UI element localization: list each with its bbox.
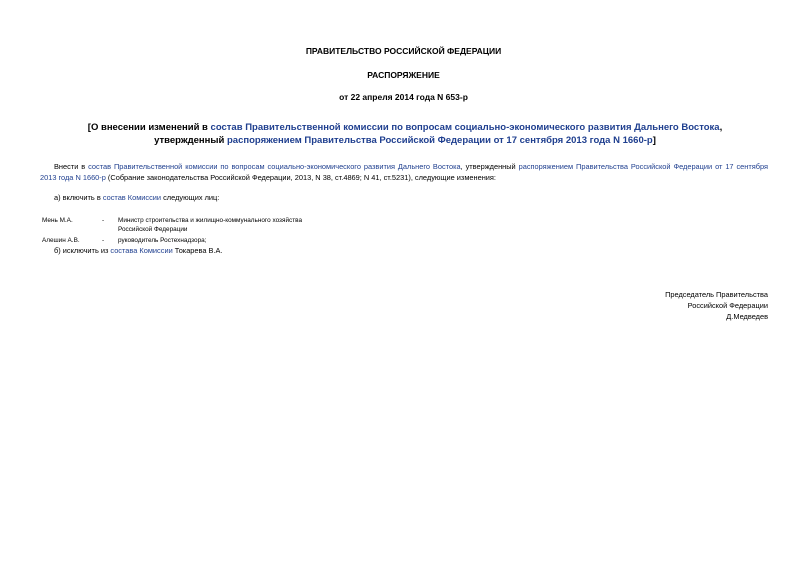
member-name: Мень М.А. [42,217,73,224]
document-kind-heading: РАСПОРЯЖЕНИЕ [367,70,440,80]
paragraph-b [54,246,223,256]
intro-text-2: , утвержденный [460,162,519,171]
signature-position: Председатель Правительства [665,290,768,299]
government-heading: ПРАВИТЕЛЬСТВО РОССИЙСКОЙ ФЕДЕРАЦИИ [305,46,502,56]
para-b-text-1: б) исключить из [54,246,111,255]
document-title [60,121,750,147]
intro-paragraph [40,162,768,183]
para-a-text-1: а) включить в [54,193,103,202]
member-role-line2: Российской Федерации [118,226,188,233]
signature-block [665,289,768,322]
member-name: Алешин А.В. [42,237,80,244]
title-link-order[interactable]: распоряжением Правительства Российской Федерации от 17 сентября 2013 года N 1660-р [226,135,653,146]
signature-name: Д.Медведев [726,312,768,321]
paragraph-a [54,193,219,203]
title-link-commission[interactable]: состав Правительственной комиссии по вопросам социально-экономического развития Дальнего Востока [210,122,720,133]
member-role [118,236,418,245]
para-a-link-commission[interactable]: состав Комиссии [102,193,162,202]
title-text-mid: , утвержденный [154,122,723,146]
member-role-line1: Министр строительства и жилищно-коммунального хозяйства [118,217,303,224]
document-date-number: от 22 апреля 2014 года N 653-р [339,92,468,102]
member-role [118,216,418,234]
intro-link-commission[interactable]: состав Правительственной комиссии по вопросам социально-экономического развития Дальнего Востока [88,162,461,171]
intro-text-3: (Собрание законодательства Российской Федерации, 2013, N 38, ст.4869; N 41, ст.5231), следующие изменения: [105,172,496,182]
member-dash: - [102,217,105,224]
para-a-text-2: следующих лиц: [161,193,220,202]
para-b-text-2: Токарева В.А. [172,246,223,255]
intro-link-order[interactable]: распоряжением Правительства Российской Федерации от 17 сентября 2013 года N 1660-р [40,162,769,182]
signature-country: Российской Федерации [687,301,768,310]
member-dash: - [102,237,105,244]
para-b-link-commission[interactable]: состава Комиссии [110,246,173,255]
title-text-close: ] [652,135,656,146]
title-text-open: [О внесении изменений в [87,122,211,133]
intro-text-1: Внести в [54,162,89,171]
member-role-line1: руководитель Ростехнадзора; [118,237,207,244]
